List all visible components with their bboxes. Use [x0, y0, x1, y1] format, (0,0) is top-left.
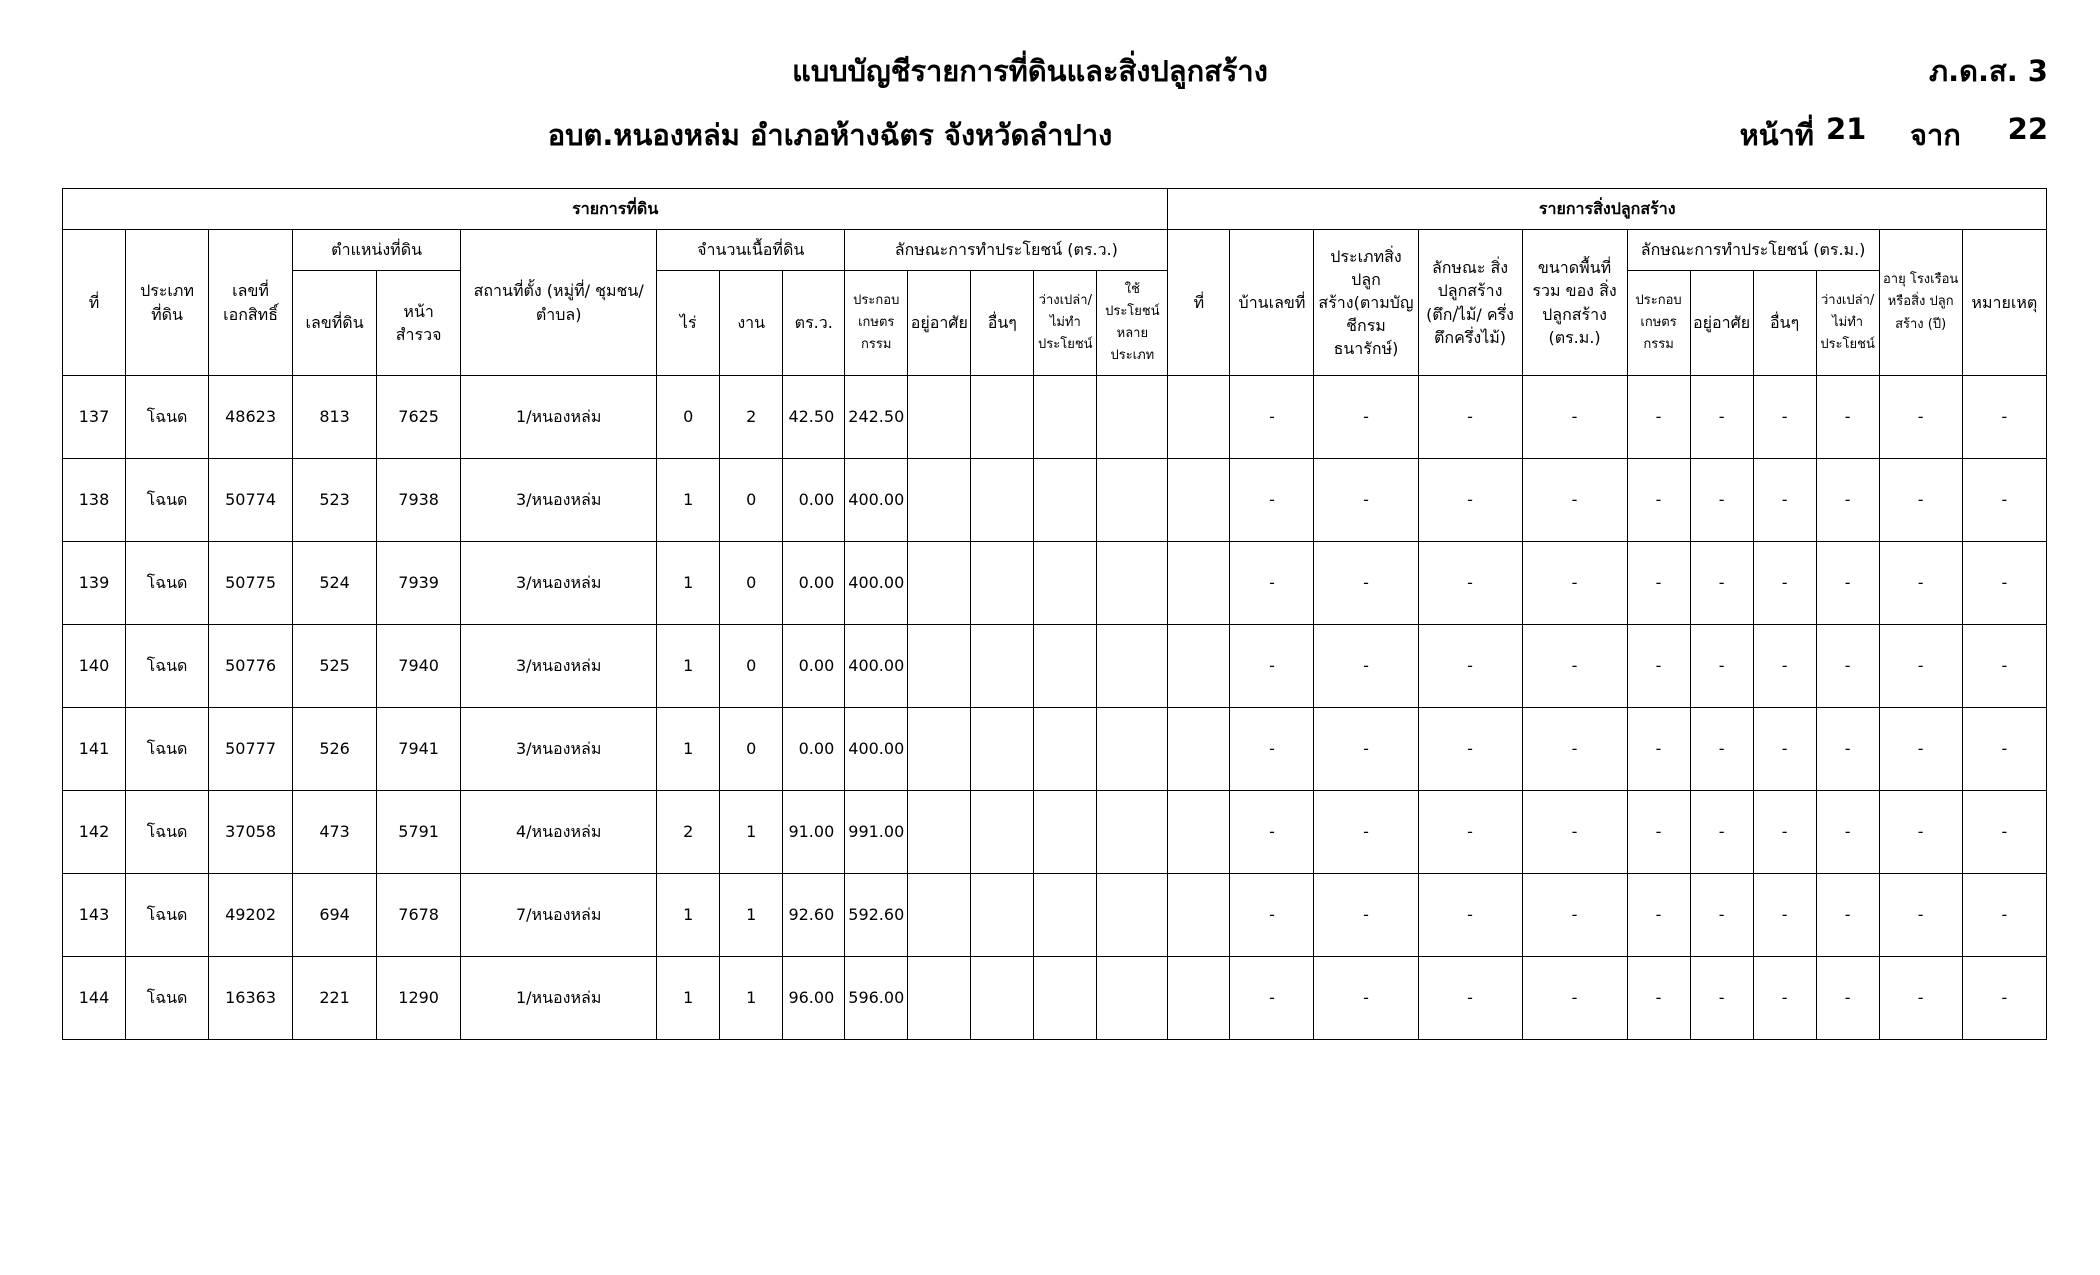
cell-survey-page: 7625 [377, 376, 461, 459]
cell-b-other: - [1753, 708, 1816, 791]
cell-b-residence: - [1690, 459, 1753, 542]
cell-ngan: 2 [720, 376, 783, 459]
cell-deed-no: 49202 [209, 874, 293, 957]
cell-residence [908, 542, 971, 625]
cell-residence [908, 459, 971, 542]
cell-building-kind: - [1418, 376, 1522, 459]
cell-deed-no: 50774 [209, 459, 293, 542]
cell-wah: 42.50 [783, 376, 845, 459]
cell-b-other: - [1753, 791, 1816, 874]
cell-location: 4/หนองหล่ม [461, 791, 657, 874]
col-wah: ตร.ว. [783, 271, 845, 376]
cell-no: 141 [63, 708, 126, 791]
cell-land-type: โฉนด [126, 791, 209, 874]
cell-b-residence: - [1690, 625, 1753, 708]
cell-b-other: - [1753, 376, 1816, 459]
cell-vacant [1034, 459, 1097, 542]
cell-remark: - [1962, 542, 2046, 625]
cell-no: 140 [63, 625, 126, 708]
cell-b-agri: - [1627, 459, 1690, 542]
cell-building-size: - [1522, 542, 1627, 625]
cell-other [971, 791, 1034, 874]
cell-building-type: - [1314, 874, 1418, 957]
col-ngan: งาน [720, 271, 783, 376]
cell-rai: 1 [657, 957, 720, 1040]
cell-building-type: - [1314, 957, 1418, 1040]
table-row [63, 708, 2047, 791]
cell-b-residence: - [1690, 957, 1753, 1040]
cell-b-residence: - [1690, 708, 1753, 791]
cell-deed-no: 48623 [209, 376, 293, 459]
cell-land-no: 526 [293, 708, 377, 791]
cell-ngan: 0 [720, 708, 783, 791]
cell-residence [908, 957, 971, 1040]
cell-building-age: - [1879, 791, 1962, 874]
cell-building-size: - [1522, 459, 1627, 542]
cell-location: 1/หนองหล่ม [461, 957, 657, 1040]
cell-land-no: 694 [293, 874, 377, 957]
cell-building-size: - [1522, 376, 1627, 459]
cell-building-type: - [1314, 376, 1418, 459]
cell-building-no [1168, 874, 1230, 957]
cell-location: 1/หนองหล่ม [461, 376, 657, 459]
cell-vacant [1034, 625, 1097, 708]
cell-no: 138 [63, 459, 126, 542]
cell-survey-page: 7678 [377, 874, 461, 957]
cell-agri: 592.60 [845, 874, 908, 957]
cell-land-type: โฉนด [126, 708, 209, 791]
group-land-header: รายการที่ดิน [63, 189, 1168, 230]
table-row [63, 957, 2047, 1040]
cell-b-other: - [1753, 459, 1816, 542]
cell-agri: 991.00 [845, 791, 908, 874]
cell-survey-page: 5791 [377, 791, 461, 874]
cell-b-agri: - [1627, 542, 1690, 625]
cell-wah: 0.00 [783, 708, 845, 791]
cell-building-no [1168, 708, 1230, 791]
cell-land-no: 523 [293, 459, 377, 542]
cell-location: 3/หนองหล่ม [461, 542, 657, 625]
page-total: 22 [2007, 112, 2048, 146]
col-building-type: ประเภทสิ่งปลูก สร้าง(ตามบัญ ชีกรมธนารักษ์) [1314, 230, 1418, 376]
cell-vacant [1034, 957, 1097, 1040]
col-remark: หมายเหตุ [1962, 230, 2046, 376]
cell-building-no [1168, 957, 1230, 1040]
cell-land-type: โฉนด [126, 625, 209, 708]
cell-multi [1097, 791, 1168, 874]
cell-residence [908, 708, 971, 791]
cell-house-no: - [1230, 791, 1314, 874]
cell-vacant [1034, 874, 1097, 957]
cell-multi [1097, 874, 1168, 957]
cell-wah: 91.00 [783, 791, 845, 874]
document-title: แบบบัญชีรายการที่ดินและสิ่งปลูกสร้าง [792, 54, 1268, 88]
cell-building-kind: - [1418, 708, 1522, 791]
table-row [63, 874, 2047, 957]
col-vacant: ว่างเปล่า/ ไม่ทำ ประโยชน์ [1034, 271, 1097, 376]
cell-b-vacant: - [1816, 791, 1879, 874]
cell-other [971, 625, 1034, 708]
page-indicator [1740, 112, 2048, 158]
cell-building-size: - [1522, 708, 1627, 791]
cell-building-kind: - [1418, 459, 1522, 542]
cell-wah: 96.00 [783, 957, 845, 1040]
cell-remark: - [1962, 459, 2046, 542]
col-location: สถานที่ตั้ง (หมู่ที่/ ชุมชน/ ตำบล) [461, 230, 657, 376]
cell-b-other: - [1753, 542, 1816, 625]
cell-house-no: - [1230, 542, 1314, 625]
cell-residence [908, 625, 971, 708]
table-row [63, 791, 2047, 874]
cell-vacant [1034, 708, 1097, 791]
cell-rai: 1 [657, 459, 720, 542]
cell-survey-page: 7941 [377, 708, 461, 791]
cell-residence [908, 376, 971, 459]
cell-survey-page: 7940 [377, 625, 461, 708]
cell-land-type: โฉนด [126, 459, 209, 542]
cell-location: 3/หนองหล่ม [461, 459, 657, 542]
cell-remark: - [1962, 957, 2046, 1040]
cell-b-agri: - [1627, 376, 1690, 459]
cell-building-type: - [1314, 625, 1418, 708]
cell-other [971, 708, 1034, 791]
col-rai: ไร่ [657, 271, 720, 376]
group-building-header: รายการสิ่งปลูกสร้าง [1168, 189, 2047, 230]
cell-building-no [1168, 542, 1230, 625]
cell-b-vacant: - [1816, 459, 1879, 542]
cell-other [971, 542, 1034, 625]
cell-no: 137 [63, 376, 126, 459]
col-no: ที่ [63, 230, 126, 376]
cell-building-age: - [1879, 376, 1962, 459]
cell-multi [1097, 542, 1168, 625]
cell-no: 139 [63, 542, 126, 625]
col-building-size: ขนาดพื้นที่รวม ของ สิ่งปลูกสร้าง (ตร.ม.) [1522, 230, 1627, 376]
col-house-no: บ้านเลขที่ [1230, 230, 1314, 376]
page-current: 21 [1826, 112, 1867, 146]
table-row [63, 625, 2047, 708]
col-other: อื่นๆ [971, 271, 1034, 376]
page-label: หน้าที่ [1739, 118, 1814, 152]
cell-building-type: - [1314, 542, 1418, 625]
cell-b-other: - [1753, 625, 1816, 708]
cell-wah: 0.00 [783, 625, 845, 708]
cell-b-other: - [1753, 874, 1816, 957]
cell-ngan: 0 [720, 625, 783, 708]
cell-building-no [1168, 459, 1230, 542]
cell-agri: 596.00 [845, 957, 908, 1040]
cell-building-age: - [1879, 708, 1962, 791]
col-multi: ใช้ประโยชน์ หลาย ประเภท [1097, 271, 1168, 376]
cell-agri: 400.00 [845, 625, 908, 708]
cell-ngan: 1 [720, 874, 783, 957]
col-land-position: ตำแหน่งที่ดิน [293, 230, 461, 271]
cell-deed-no: 37058 [209, 791, 293, 874]
cell-building-no [1168, 625, 1230, 708]
cell-building-size: - [1522, 791, 1627, 874]
cell-building-type: - [1314, 459, 1418, 542]
cell-land-no: 221 [293, 957, 377, 1040]
col-survey-page: หน้า สำรวจ [377, 271, 461, 376]
col-b-vacant: ว่างเปล่า/ ไม่ทำ ประโยชน์ [1816, 271, 1879, 376]
cell-deed-no: 50776 [209, 625, 293, 708]
cell-vacant [1034, 376, 1097, 459]
cell-no: 143 [63, 874, 126, 957]
cell-deed-no: 50777 [209, 708, 293, 791]
cell-building-no [1168, 791, 1230, 874]
cell-no: 142 [63, 791, 126, 874]
cell-land-no: 813 [293, 376, 377, 459]
cell-building-type: - [1314, 708, 1418, 791]
col-land-no: เลขที่ดิน [293, 271, 377, 376]
cell-agri: 242.50 [845, 376, 908, 459]
cell-land-no: 473 [293, 791, 377, 874]
cell-multi [1097, 459, 1168, 542]
cell-b-vacant: - [1816, 625, 1879, 708]
cell-building-size: - [1522, 874, 1627, 957]
cell-rai: 0 [657, 376, 720, 459]
cell-building-kind: - [1418, 542, 1522, 625]
col-land-type: ประเภท ที่ดิน [126, 230, 209, 376]
cell-building-kind: - [1418, 791, 1522, 874]
table-row [63, 459, 2047, 542]
col-building-no: ที่ [1168, 230, 1230, 376]
cell-wah: 0.00 [783, 542, 845, 625]
cell-location: 3/หนองหล่ม [461, 708, 657, 791]
col-b-agri: ประกอบ เกษตร กรรม [1627, 271, 1690, 376]
cell-land-type: โฉนด [126, 376, 209, 459]
cell-wah: 0.00 [783, 459, 845, 542]
cell-land-type: โฉนด [126, 542, 209, 625]
cell-rai: 1 [657, 708, 720, 791]
cell-deed-no: 16363 [209, 957, 293, 1040]
cell-building-no [1168, 376, 1230, 459]
cell-land-no: 524 [293, 542, 377, 625]
cell-building-kind: - [1418, 874, 1522, 957]
cell-survey-page: 1290 [377, 957, 461, 1040]
table-row [63, 376, 2047, 459]
cell-b-vacant: - [1816, 376, 1879, 459]
cell-b-vacant: - [1816, 874, 1879, 957]
cell-building-kind: - [1418, 957, 1522, 1040]
cell-b-agri: - [1627, 791, 1690, 874]
cell-building-type: - [1314, 791, 1418, 874]
cell-remark: - [1962, 708, 2046, 791]
cell-remark: - [1962, 874, 2046, 957]
cell-b-residence: - [1690, 542, 1753, 625]
cell-agri: 400.00 [845, 459, 908, 542]
col-b-other: อื่นๆ [1753, 271, 1816, 376]
cell-b-other: - [1753, 957, 1816, 1040]
cell-b-agri: - [1627, 625, 1690, 708]
cell-b-vacant: - [1816, 957, 1879, 1040]
cell-residence [908, 874, 971, 957]
cell-building-size: - [1522, 957, 1627, 1040]
cell-b-residence: - [1690, 874, 1753, 957]
table-row [63, 542, 2047, 625]
land-register-table [62, 188, 2047, 1040]
cell-agri: 400.00 [845, 542, 908, 625]
cell-building-age: - [1879, 957, 1962, 1040]
cell-house-no: - [1230, 708, 1314, 791]
cell-survey-page: 7938 [377, 459, 461, 542]
cell-building-size: - [1522, 625, 1627, 708]
cell-wah: 92.60 [783, 874, 845, 957]
cell-remark: - [1962, 625, 2046, 708]
cell-b-agri: - [1627, 957, 1690, 1040]
form-code: ภ.ด.ส. 3 [1929, 54, 2048, 88]
cell-location: 3/หนองหล่ม [461, 625, 657, 708]
page-of-label: จาก [1910, 118, 1961, 152]
cell-survey-page: 7939 [377, 542, 461, 625]
cell-agri: 400.00 [845, 708, 908, 791]
cell-house-no: - [1230, 957, 1314, 1040]
cell-ngan: 1 [720, 791, 783, 874]
cell-rai: 1 [657, 542, 720, 625]
cell-residence [908, 791, 971, 874]
cell-b-vacant: - [1816, 542, 1879, 625]
cell-ngan: 1 [720, 957, 783, 1040]
cell-vacant [1034, 791, 1097, 874]
cell-house-no: - [1230, 625, 1314, 708]
cell-rai: 1 [657, 874, 720, 957]
cell-other [971, 376, 1034, 459]
cell-rai: 1 [657, 625, 720, 708]
cell-deed-no: 50775 [209, 542, 293, 625]
cell-remark: - [1962, 376, 2046, 459]
col-building-use: ลักษณะการทำประโยชน์ (ตร.ม.) [1627, 230, 1879, 271]
cell-other [971, 459, 1034, 542]
cell-house-no: - [1230, 459, 1314, 542]
cell-building-age: - [1879, 874, 1962, 957]
cell-no: 144 [63, 957, 126, 1040]
document-subtitle: อบต.หนองหล่ม อำเภอห้างฉัตร จังหวัดลำปาง [547, 118, 1113, 152]
cell-land-type: โฉนด [126, 874, 209, 957]
cell-b-agri: - [1627, 874, 1690, 957]
cell-ngan: 0 [720, 459, 783, 542]
cell-multi [1097, 957, 1168, 1040]
cell-building-age: - [1879, 625, 1962, 708]
cell-building-kind: - [1418, 625, 1522, 708]
col-b-residence: อยู่อาศัย [1690, 271, 1753, 376]
cell-other [971, 957, 1034, 1040]
col-building-kind: ลักษณะ สิ่งปลูกสร้าง (ตึก/ไม้/ ครึ่งตึกครึ่งไม้) [1418, 230, 1522, 376]
cell-b-residence: - [1690, 791, 1753, 874]
cell-vacant [1034, 542, 1097, 625]
col-building-age: อายุ โรงเรือน หรือสิ่ง ปลูกสร้าง (ปี) [1879, 230, 1962, 376]
cell-land-no: 525 [293, 625, 377, 708]
cell-remark: - [1962, 791, 2046, 874]
col-agri: ประกอบ เกษตร กรรม [845, 271, 908, 376]
col-land-use: ลักษณะการทำประโยชน์ (ตร.ว.) [845, 230, 1168, 271]
col-residence: อยู่อาศัย [908, 271, 971, 376]
cell-land-type: โฉนด [126, 957, 209, 1040]
cell-location: 7/หนองหล่ม [461, 874, 657, 957]
cell-ngan: 0 [720, 542, 783, 625]
cell-house-no: - [1230, 874, 1314, 957]
cell-building-age: - [1879, 542, 1962, 625]
cell-rai: 2 [657, 791, 720, 874]
cell-b-residence: - [1690, 376, 1753, 459]
cell-other [971, 874, 1034, 957]
cell-house-no: - [1230, 376, 1314, 459]
col-deed-no: เลขที่ เอกสิทธิ์ [209, 230, 293, 376]
col-area: จำนวนเนื้อที่ดิน [657, 230, 845, 271]
cell-multi [1097, 708, 1168, 791]
cell-b-agri: - [1627, 708, 1690, 791]
cell-b-vacant: - [1816, 708, 1879, 791]
cell-multi [1097, 625, 1168, 708]
cell-multi [1097, 376, 1168, 459]
cell-building-age: - [1879, 459, 1962, 542]
